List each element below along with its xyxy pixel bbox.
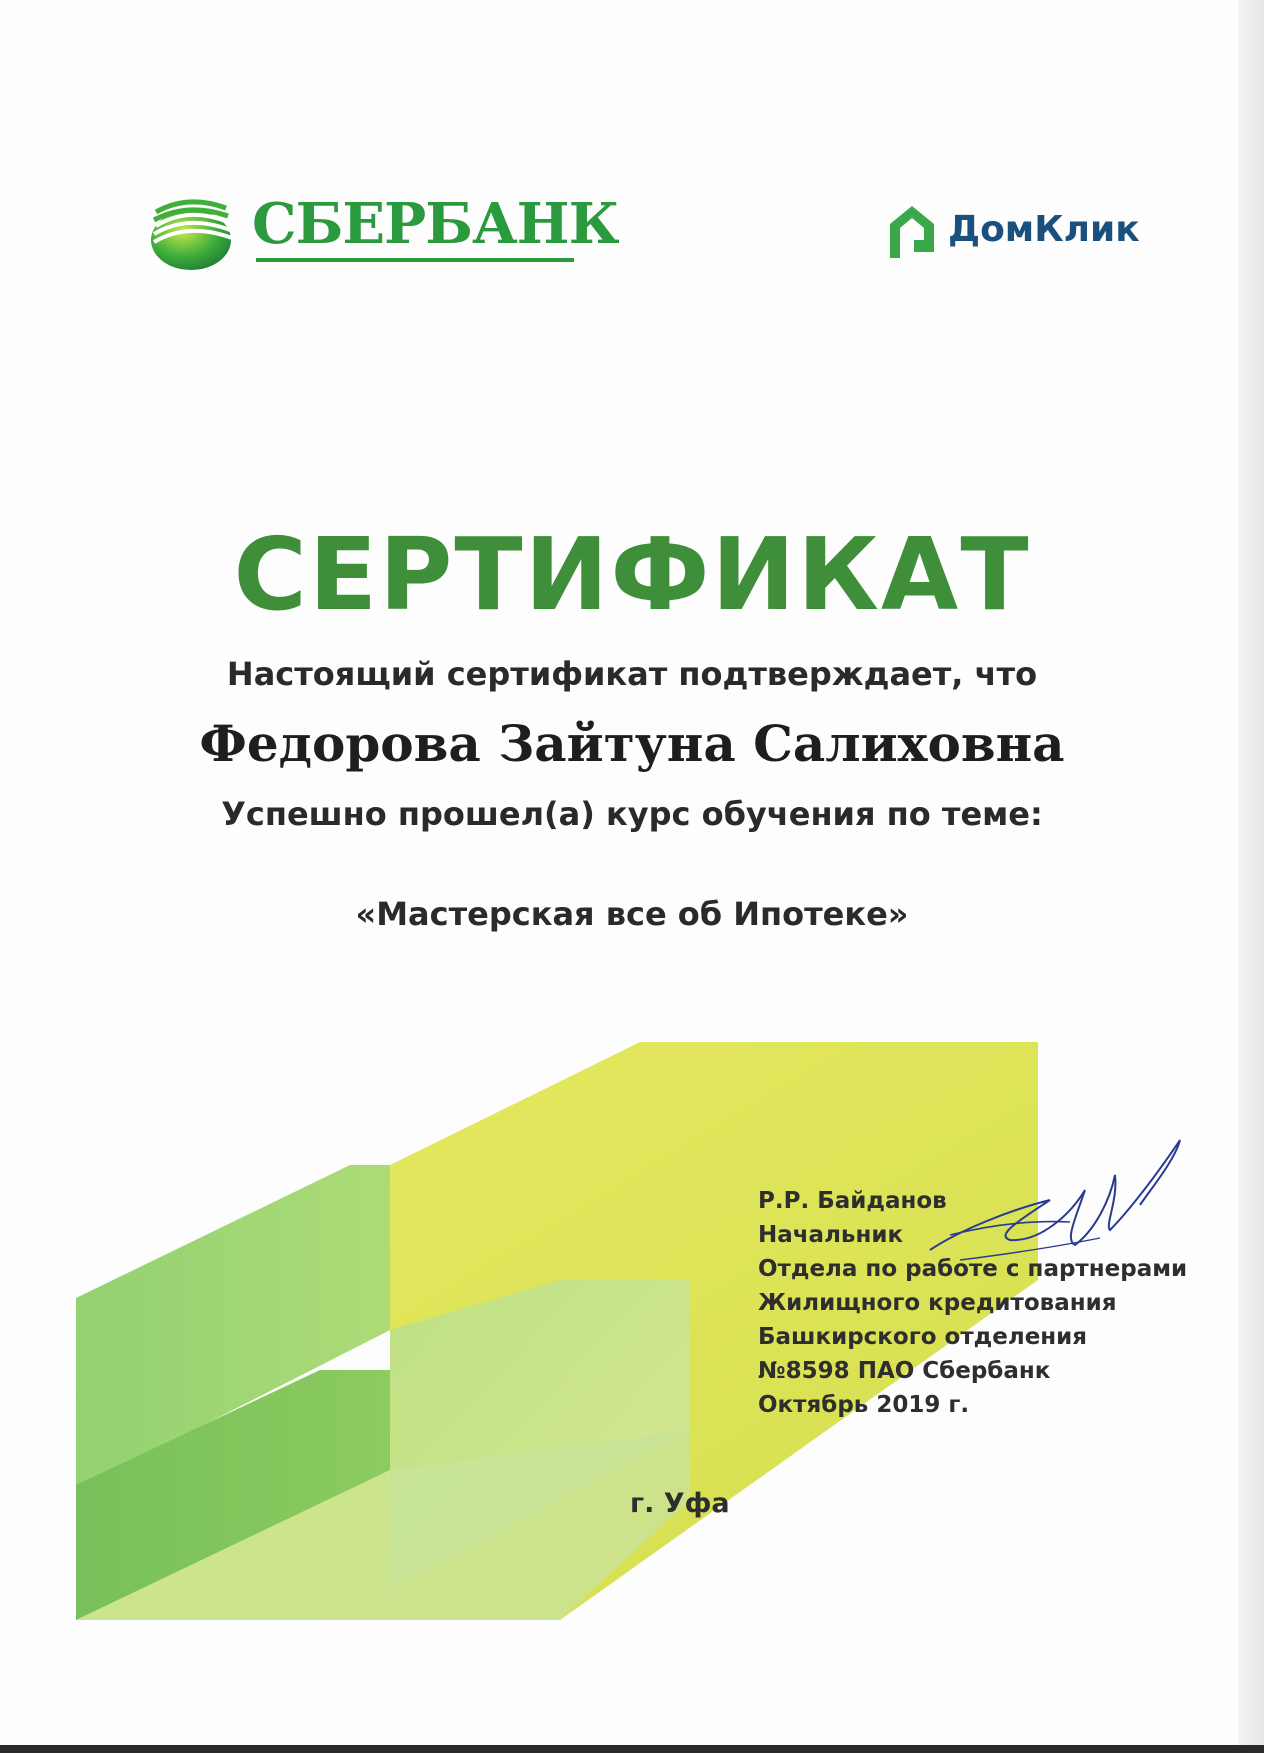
handwritten-signature xyxy=(900,1130,1200,1290)
course-title: «Мастерская все об Ипотеке» xyxy=(355,895,909,933)
signatory-position: Начальник xyxy=(758,1222,904,1248)
house-icon xyxy=(884,200,940,262)
signatory-bank: №8598 ПАО Сбербанк xyxy=(758,1358,1051,1384)
signatory-department: Отдела по работе с партнерами xyxy=(758,1256,1188,1282)
recipient-name: Федорова Зайтуна Салиховна xyxy=(199,714,1065,773)
issue-date: Октябрь 2019 г. xyxy=(758,1392,970,1418)
signatory-branch: Башкирского отделения xyxy=(758,1324,1088,1350)
signatory-department-2: Жилищного кредитования xyxy=(758,1290,1117,1316)
sberbank-underline xyxy=(256,258,574,262)
domclick-logo xyxy=(884,200,1144,264)
scan-edge-bottom xyxy=(0,1745,1264,1753)
completed-line: Успешно прошел(а) курс обучения по теме: xyxy=(221,795,1043,833)
confirm-line: Настоящий сертификат подтверждает, что xyxy=(226,655,1038,693)
sberbank-logo xyxy=(148,191,619,274)
certificate-title: СЕРТИФИКАТ xyxy=(233,516,1031,633)
sberbank-emblem-icon xyxy=(148,196,234,272)
signatory-name: Р.Р. Байданов xyxy=(758,1188,947,1214)
city-label: г. Уфа xyxy=(630,1488,730,1519)
domclick-wordmark: ДомКлик xyxy=(948,209,1140,250)
sberbank-wordmark: СБЕРБАНК xyxy=(252,191,619,257)
